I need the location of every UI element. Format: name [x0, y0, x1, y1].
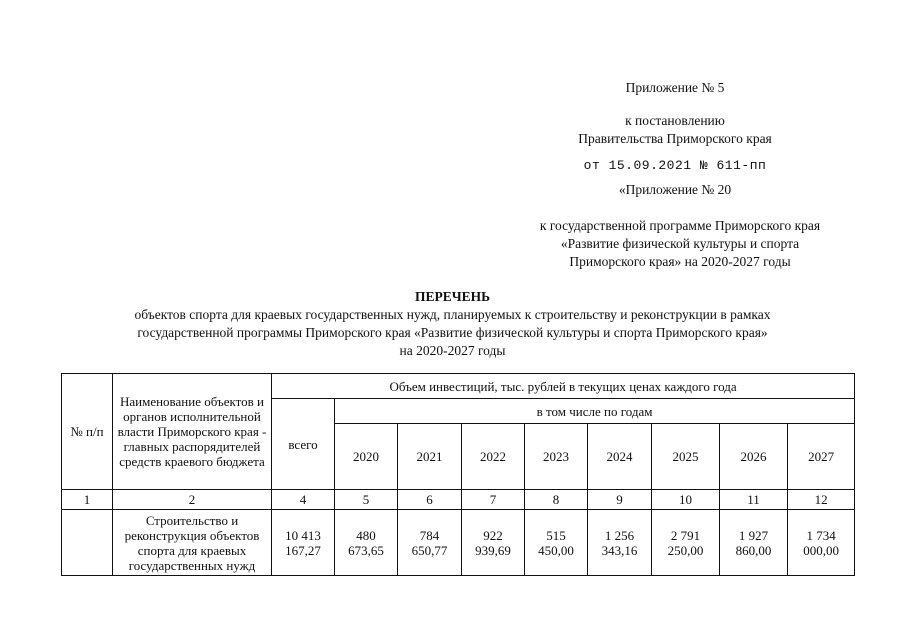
index-cell: 2 — [113, 490, 272, 510]
index-cell: 8 — [525, 490, 588, 510]
year-header: 2027 — [788, 424, 855, 490]
value-cell-2023: 515 450,00 — [525, 510, 588, 576]
col-header-by-years: в том числе по годам — [335, 399, 855, 424]
to-program-label: к государственной программе Приморского края — [539, 218, 821, 233]
value-cell-2024: 1 256 343,16 — [588, 510, 652, 576]
year-header: 2023 — [525, 424, 588, 490]
index-cell: 1 — [62, 490, 113, 510]
document-heading: ПЕРЕЧЕНЬ — [414, 289, 491, 304]
col-header-name: Наименование объектов и органов исполнительной власти Приморского края - главных распорядителей средств краевого бюджета — [113, 374, 272, 490]
government-label: Правительства Приморского края — [578, 131, 772, 146]
col-header-investment: Объем инвестиций, тыс. рублей в текущих ценах каждого года — [272, 374, 855, 399]
value-cell-2022: 922 939,69 — [462, 510, 525, 576]
index-cell: 5 — [335, 490, 398, 510]
program-name-line1: «Развитие физической культуры и спорта — [560, 236, 800, 251]
index-cell: 11 — [720, 490, 788, 510]
index-cell: 12 — [788, 490, 855, 510]
to-resolution-label: к постановлению — [625, 113, 725, 128]
index-cell: 7 — [462, 490, 525, 510]
index-cell: 9 — [588, 490, 652, 510]
col-header-number: № п/п — [62, 374, 113, 490]
value-cell-2026: 1 927 860,00 — [720, 510, 788, 576]
index-cell: 6 — [398, 490, 462, 510]
appendix20-label: «Приложение № 20 — [618, 182, 732, 197]
appendix-label: Приложение № 5 — [625, 80, 725, 95]
row-name-cell: Строительство и реконструкция объектов спорта для краевых государственных нужд — [113, 510, 272, 576]
year-header: 2025 — [652, 424, 720, 490]
year-header: 2022 — [462, 424, 525, 490]
row-number-cell — [62, 510, 113, 576]
value-cell-2025: 2 791 250,00 — [652, 510, 720, 576]
program-name-line2: Приморского края» на 2020-2027 годы — [569, 254, 791, 269]
year-header: 2021 — [398, 424, 462, 490]
date-number-label: от 15.09.2021 № 611-пп — [583, 158, 767, 173]
title-line1: объектов спорта для краевых государственных нужд, планируемых к строительству и реконструкции в рамках — [134, 307, 771, 322]
year-header: 2024 — [588, 424, 652, 490]
title-line3: на 2020-2027 годы — [399, 343, 506, 358]
title-line2: государственной программы Приморского края «Развитие физической культуры и спорта Приморского края» — [137, 325, 768, 340]
investment-table — [61, 373, 855, 576]
value-cell-2027: 1 734 000,00 — [788, 510, 855, 576]
col-header-total: всего — [272, 399, 335, 490]
table-row — [62, 510, 855, 576]
index-cell: 10 — [652, 490, 720, 510]
value-cell-2020: 480 673,65 — [335, 510, 398, 576]
value-cell-2021: 784 650,77 — [398, 510, 462, 576]
total-cell: 10 413 167,27 — [272, 510, 335, 576]
year-header: 2020 — [335, 424, 398, 490]
index-cell: 4 — [272, 490, 335, 510]
year-header: 2026 — [720, 424, 788, 490]
